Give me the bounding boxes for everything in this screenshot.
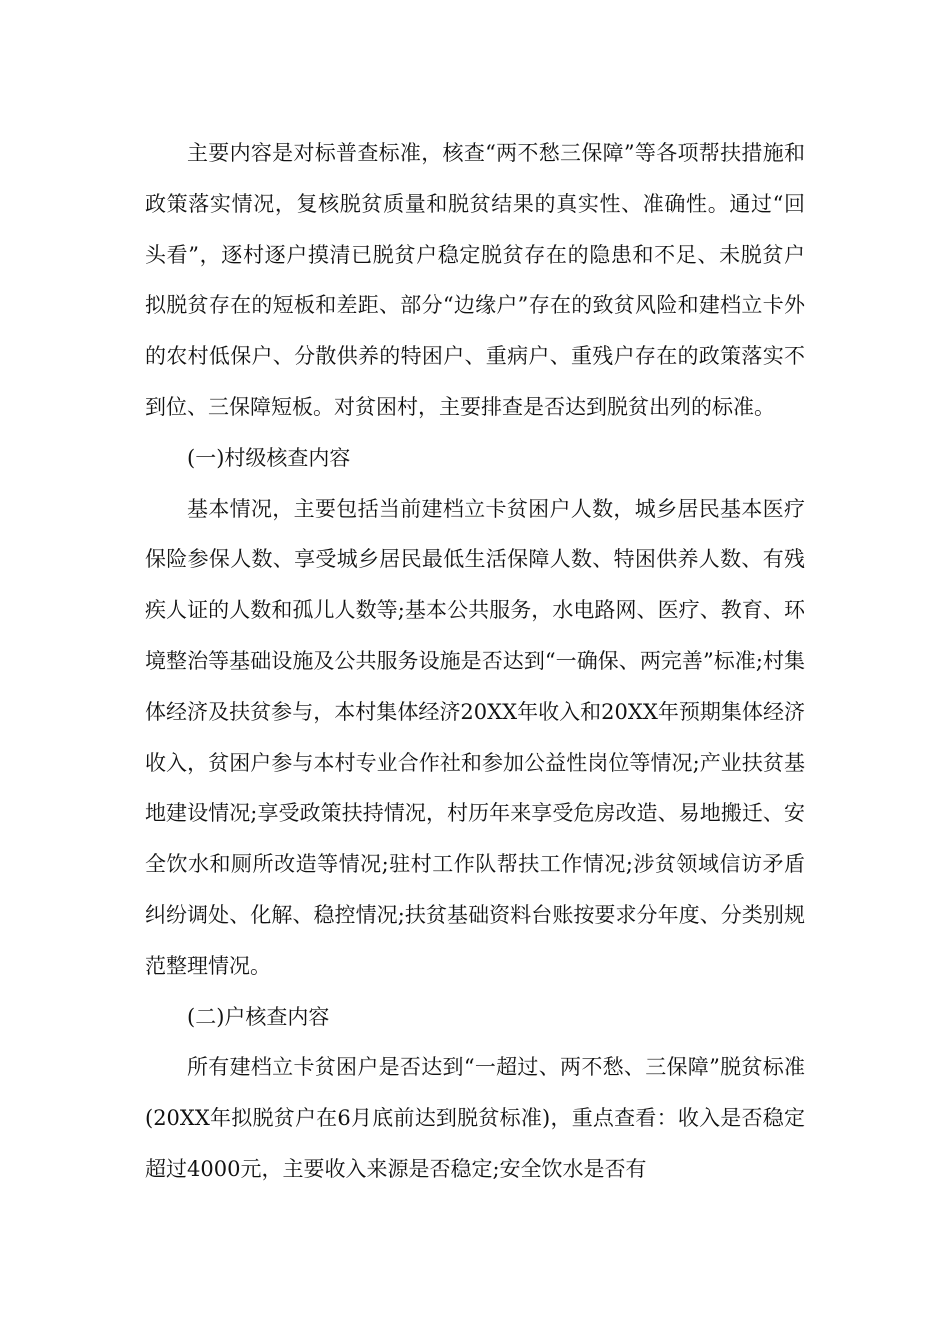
document-body <box>145 128 805 1195</box>
section-heading-village: (一)村级核查内容 <box>187 445 351 470</box>
paragraph-household-content: 所有建档立卡贫困户是否达到“一超过、两不愁、三保障”脱贫标准(20XX年拟脱贫户在6月底前达到脱贫标准)，重点查看：收入是否稳定超过4000元，主要收入来源是否稳定;安全饮水是否有 <box>145 1055 805 1181</box>
paragraph-review-scope: 主要内容是对标普查标准，核查“两不愁三保障”等各项帮扶措施和政策落实情况，复核脱贫质量和脱贫结果的真实性、准确性。通过“回头看”，逐村逐户摸清已脱贫户稳定脱贫存在的隐患和不足、未脱贫户拟脱贫存在的短板和差距、部分“边缘户”存在的致贫风险和建档立卡外的农村低保户、分散供养的特困户、重病户、重残户存在的政策落实不到位、三保障短板。对贫困村，主要排查是否达到脱贫出列的标准。 <box>145 141 805 419</box>
paragraph-village-content: 基本情况，主要包括当前建档立卡贫困户人数，城乡居民基本医疗保险参保人数、享受城乡居民最低生活保障人数、特困供养人数、有残疾人证的人数和孤儿人数等;基本公共服务，水电路网、医疗、教育、环境整治等基础设施及公共服务设施是否达到“一确保、两完善”标准;村集体经济及扶贫参与，本村集体经济20XX年收入和20XX年预期集体经济收入，贫困户参与本村专业合作社和参加公益性岗位等情况;产业扶贫基地建设情况;享受政策扶持情况，村历年来享受危房改造、易地搬迁、安全饮水和厕所改造等情况;驻村工作队帮扶工作情况;涉贫领域信访矛盾纠纷调处、化解、稳控情况;扶贫基础资料台账按要求分年度、分类别规范整理情况。 <box>145 496 805 978</box>
section-heading-household: (二)户核查内容 <box>187 1004 330 1029</box>
